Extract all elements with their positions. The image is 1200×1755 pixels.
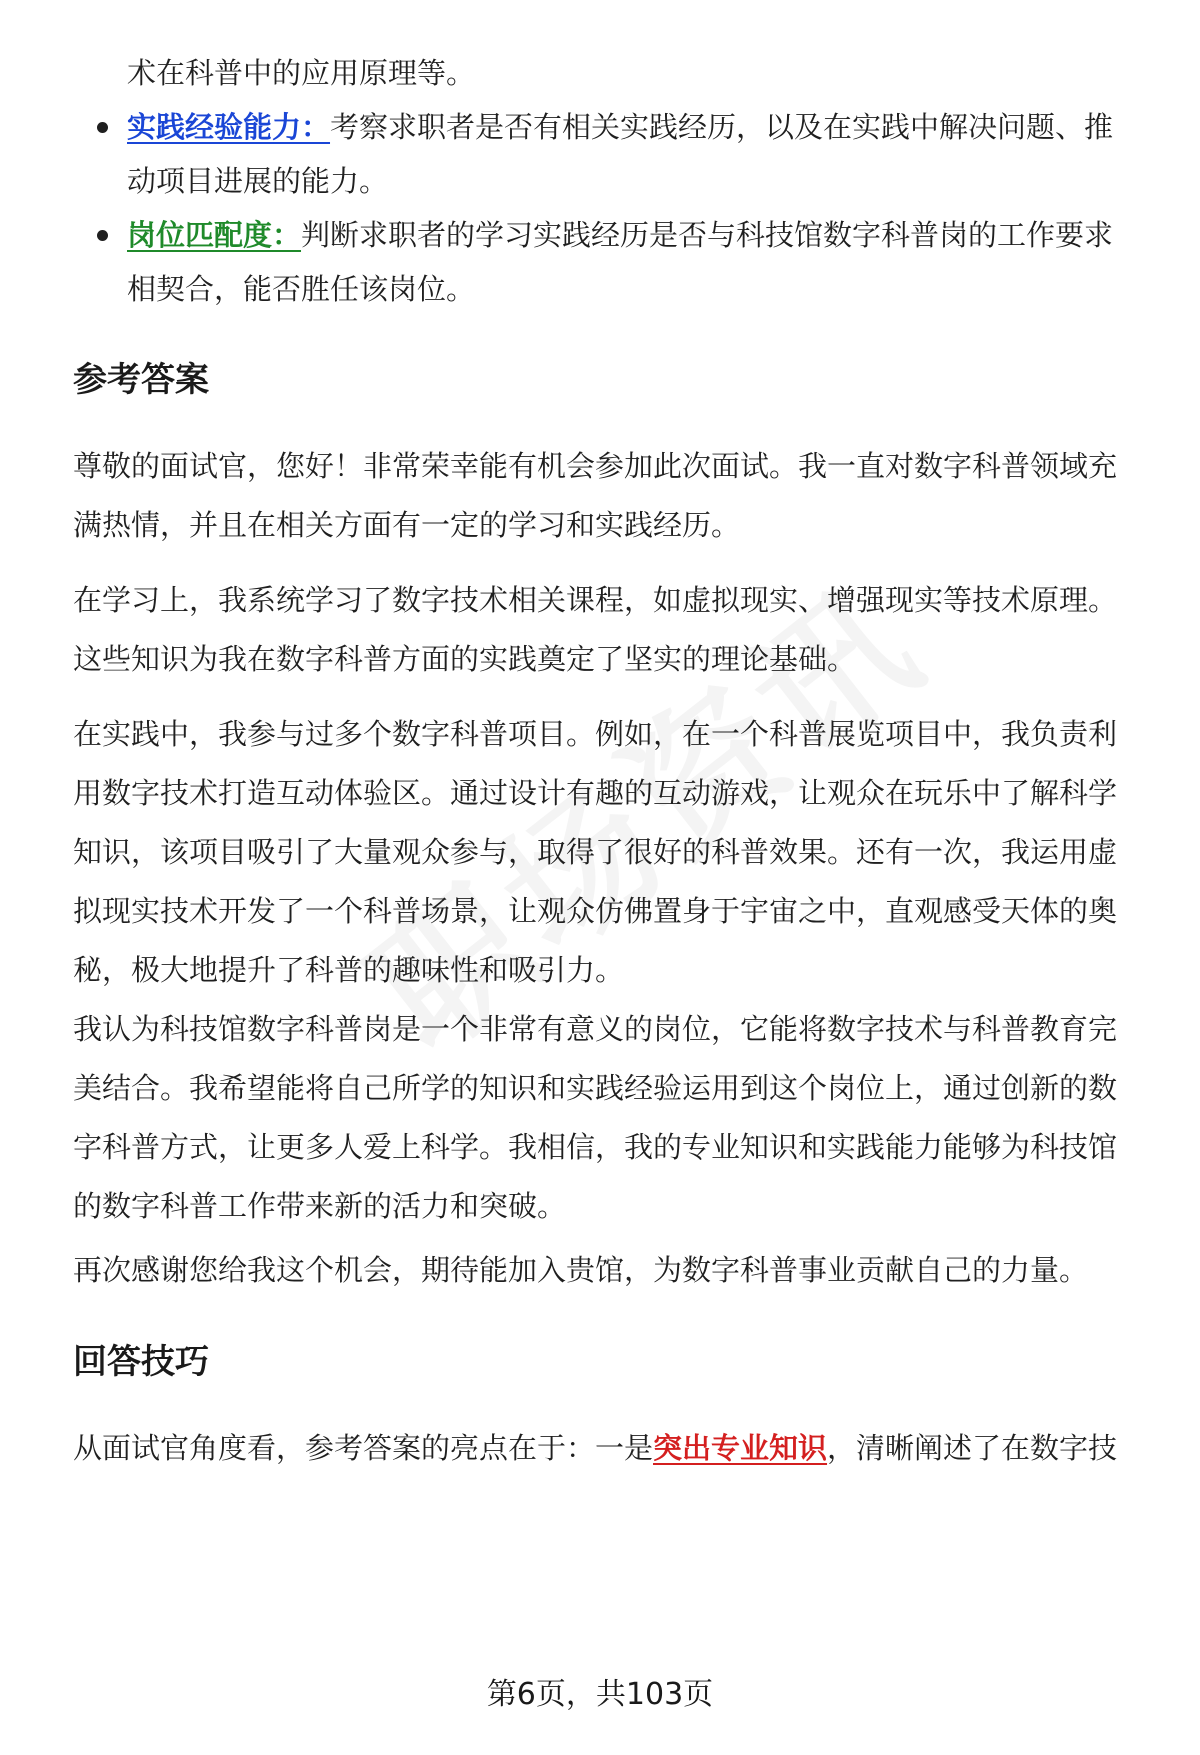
bullet-text: 判断求职者的学习实践经历是否与科技馆数字科普岗的工作要求 bbox=[301, 218, 1114, 252]
bullet-keyword: 岗位匹配度： bbox=[127, 218, 302, 252]
paragraph-line bbox=[73, 1419, 1153, 1478]
paragraph-line: 尊敬的面试官，您好！非常荣幸能有机会参加此次面试。我一直对数字科普领域充 bbox=[73, 449, 1118, 483]
paragraph-line: 知识，该项目吸引了大量观众参与，取得了很好的科普效果。还有一次，我运用虚 bbox=[73, 835, 1118, 869]
answer-paragraph-1 bbox=[73, 437, 1153, 555]
highlight-keyword: 突出专业知识 bbox=[653, 1431, 828, 1465]
bullet-item-practice-ability bbox=[0, 97, 1200, 157]
answer-paragraph-4 bbox=[73, 1000, 1153, 1236]
section-heading-answer-tips: 回答技巧 bbox=[73, 1342, 209, 1382]
paragraph-line: 在实践中，我参与过多个数字科普项目。例如，在一个科普展览项目中，我负责利 bbox=[73, 717, 1118, 751]
bullet-item-job-fit bbox=[0, 205, 1200, 265]
paragraph-line: 的数字科普工作带来新的活力和突破。 bbox=[73, 1189, 567, 1223]
answer-paragraph-5 bbox=[73, 1241, 1153, 1300]
paragraph-line: 在学习上，我系统学习了数字技术相关课程，如虚拟现实、增强现实等技术原理。 bbox=[73, 583, 1118, 617]
tips-text-suffix: ，清晰阐述了在数字技 bbox=[827, 1431, 1118, 1465]
paragraph-line: 我认为科技馆数字科普岗是一个非常有意义的岗位，它能将数字技术与科普教育完 bbox=[73, 1012, 1118, 1046]
paragraph-line: 再次感谢您给我这个机会，期待能加入贵馆，为数字科普事业贡献自己的力量。 bbox=[73, 1253, 1089, 1287]
tips-text-prefix: 从面试官角度看，参考答案的亮点在于：一是 bbox=[73, 1431, 654, 1465]
page-number: 第6页，共103页 bbox=[486, 1677, 714, 1712]
bullet-text: 考察求职者是否有相关实践经历，以及在实践中解决问题、推 bbox=[330, 110, 1114, 144]
paragraph-line: 美结合。我希望能将自己所学的知识和实践经验运用到这个岗位上，通过创新的数 bbox=[73, 1071, 1118, 1105]
paragraph-line: 秘，极大地提升了科普的趣味性和吸引力。 bbox=[73, 953, 625, 987]
paragraph-line: 这些知识为我在数字科普方面的实践奠定了坚实的理论基础。 bbox=[73, 642, 857, 676]
bullet-text-continuation: 动项目进展的能力。 bbox=[127, 164, 389, 198]
intro-continuation-line: 术在科普中的应用原理等。 bbox=[127, 56, 476, 90]
paragraph-line: 字科普方式，让更多人爱上科学。我相信，我的专业知识和实践能力能够为科技馆 bbox=[73, 1130, 1118, 1164]
paragraph-line: 满热情，并且在相关方面有一定的学习和实践经历。 bbox=[73, 508, 741, 542]
bullet-dot-icon bbox=[97, 122, 108, 133]
bullet-text-continuation: 相契合，能否胜任该岗位。 bbox=[127, 272, 476, 306]
paragraph-line: 拟现实技术开发了一个科普场景，让观众仿佛置身于宇宙之中，直观感受天体的奥 bbox=[73, 894, 1118, 928]
bullet-keyword: 实践经验能力： bbox=[127, 110, 331, 144]
tips-paragraph bbox=[73, 1419, 1153, 1478]
answer-paragraph-3 bbox=[73, 705, 1153, 1000]
bullet-dot-icon bbox=[97, 230, 108, 241]
answer-paragraph-2 bbox=[73, 571, 1153, 689]
paragraph-line: 用数字技术打造互动体验区。通过设计有趣的互动游戏，让观众在玩乐中了解科学 bbox=[73, 776, 1118, 810]
section-heading-reference-answer: 参考答案 bbox=[73, 360, 209, 400]
